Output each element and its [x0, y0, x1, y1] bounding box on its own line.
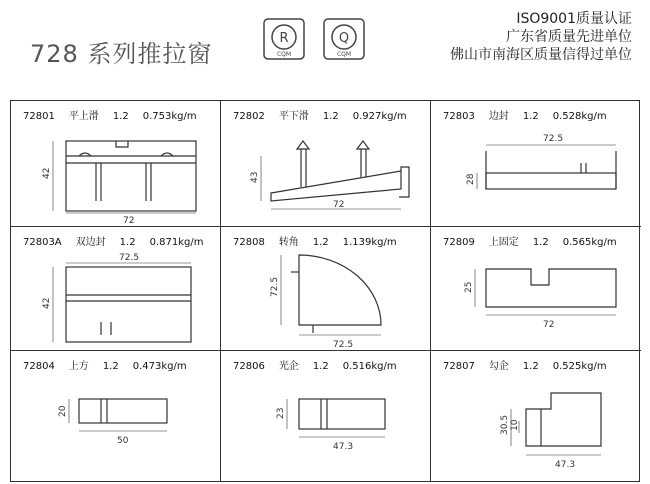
profile-caption: 72804 上方 1.2 0.473kg/m [23, 361, 187, 372]
profile-caption: 72809 上固定 1.2 0.565kg/m [443, 237, 617, 248]
profile-drawing-72804 [11, 351, 221, 481]
profile-cell-72801 [11, 101, 221, 227]
svg-text:42: 42 [42, 167, 52, 179]
svg-text:72: 72 [123, 216, 135, 226]
svg-text:42: 42 [42, 297, 52, 309]
profile-caption: 72806 光企 1.2 0.516kg/m [233, 361, 397, 372]
profile-cell-72803 [431, 101, 641, 227]
profile-drawing-72807 [431, 351, 641, 481]
honors-block [450, 10, 632, 64]
cqm-cert-logo-1 [262, 17, 306, 61]
profile-cell-72806 [221, 351, 431, 481]
honor-line: 佛山市南海区质量信得过单位 [450, 47, 632, 63]
profile-caption: 72807 勾企 1.2 0.525kg/m [443, 361, 607, 372]
profile-drawing-72806 [221, 351, 431, 481]
profile-cell-72802 [221, 101, 431, 227]
page-title: 728 系列推拉窗 [30, 40, 213, 68]
profile-drawing-72801 [11, 101, 221, 227]
svg-text:Q: Q [338, 31, 350, 46]
profile-caption: 72803A 双边封 1.2 0.871kg/m [23, 237, 204, 248]
svg-text:72: 72 [543, 320, 555, 330]
profile-drawing-72808 [221, 227, 431, 351]
profile-caption: 72803 边封 1.2 0.528kg/m [443, 111, 607, 122]
svg-text:30.5: 30.5 [500, 414, 510, 435]
svg-text:72.5: 72.5 [119, 253, 140, 263]
profile-cell-72803A [11, 227, 221, 351]
cqm-cert-logo-2 [322, 17, 366, 61]
svg-text:10: 10 [510, 419, 520, 431]
profile-caption: 72808 转角 1.2 1.139kg/m [233, 237, 397, 248]
svg-text:72.5: 72.5 [270, 276, 280, 297]
profile-cell-72808 [221, 227, 431, 351]
profile-drawing-72803 [431, 101, 641, 227]
svg-text:50: 50 [117, 436, 129, 446]
cert-label-1: CQM [276, 51, 292, 58]
profile-cell-72804 [11, 351, 221, 481]
svg-text:28: 28 [466, 173, 476, 185]
svg-text:47.3: 47.3 [555, 460, 576, 470]
svg-text:20: 20 [58, 405, 68, 417]
profile-grid [10, 100, 640, 482]
svg-text:47.3: 47.3 [333, 442, 354, 452]
svg-text:25: 25 [464, 281, 474, 293]
svg-text:43: 43 [250, 171, 260, 183]
profile-caption: 72802 平下滑 1.2 0.927kg/m [233, 111, 407, 122]
svg-text:23: 23 [276, 407, 286, 419]
honor-line: 广东省质量先进单位 [506, 29, 632, 45]
svg-text:72.5: 72.5 [333, 340, 354, 350]
profile-drawing-72802 [221, 101, 431, 227]
cert-label-2: CQM [336, 51, 352, 58]
honor-line: ISO9001质量认证 [516, 11, 632, 27]
profile-drawing-72803A [11, 227, 221, 351]
svg-text:72.5: 72.5 [543, 134, 564, 144]
profile-drawing-72809 [431, 227, 641, 351]
profile-cell-72807 [431, 351, 641, 481]
svg-text:72: 72 [333, 200, 345, 210]
profile-cell-72809 [431, 227, 641, 351]
profile-caption: 72801 平上滑 1.2 0.753kg/m [23, 111, 197, 122]
svg-text:R: R [279, 31, 289, 46]
